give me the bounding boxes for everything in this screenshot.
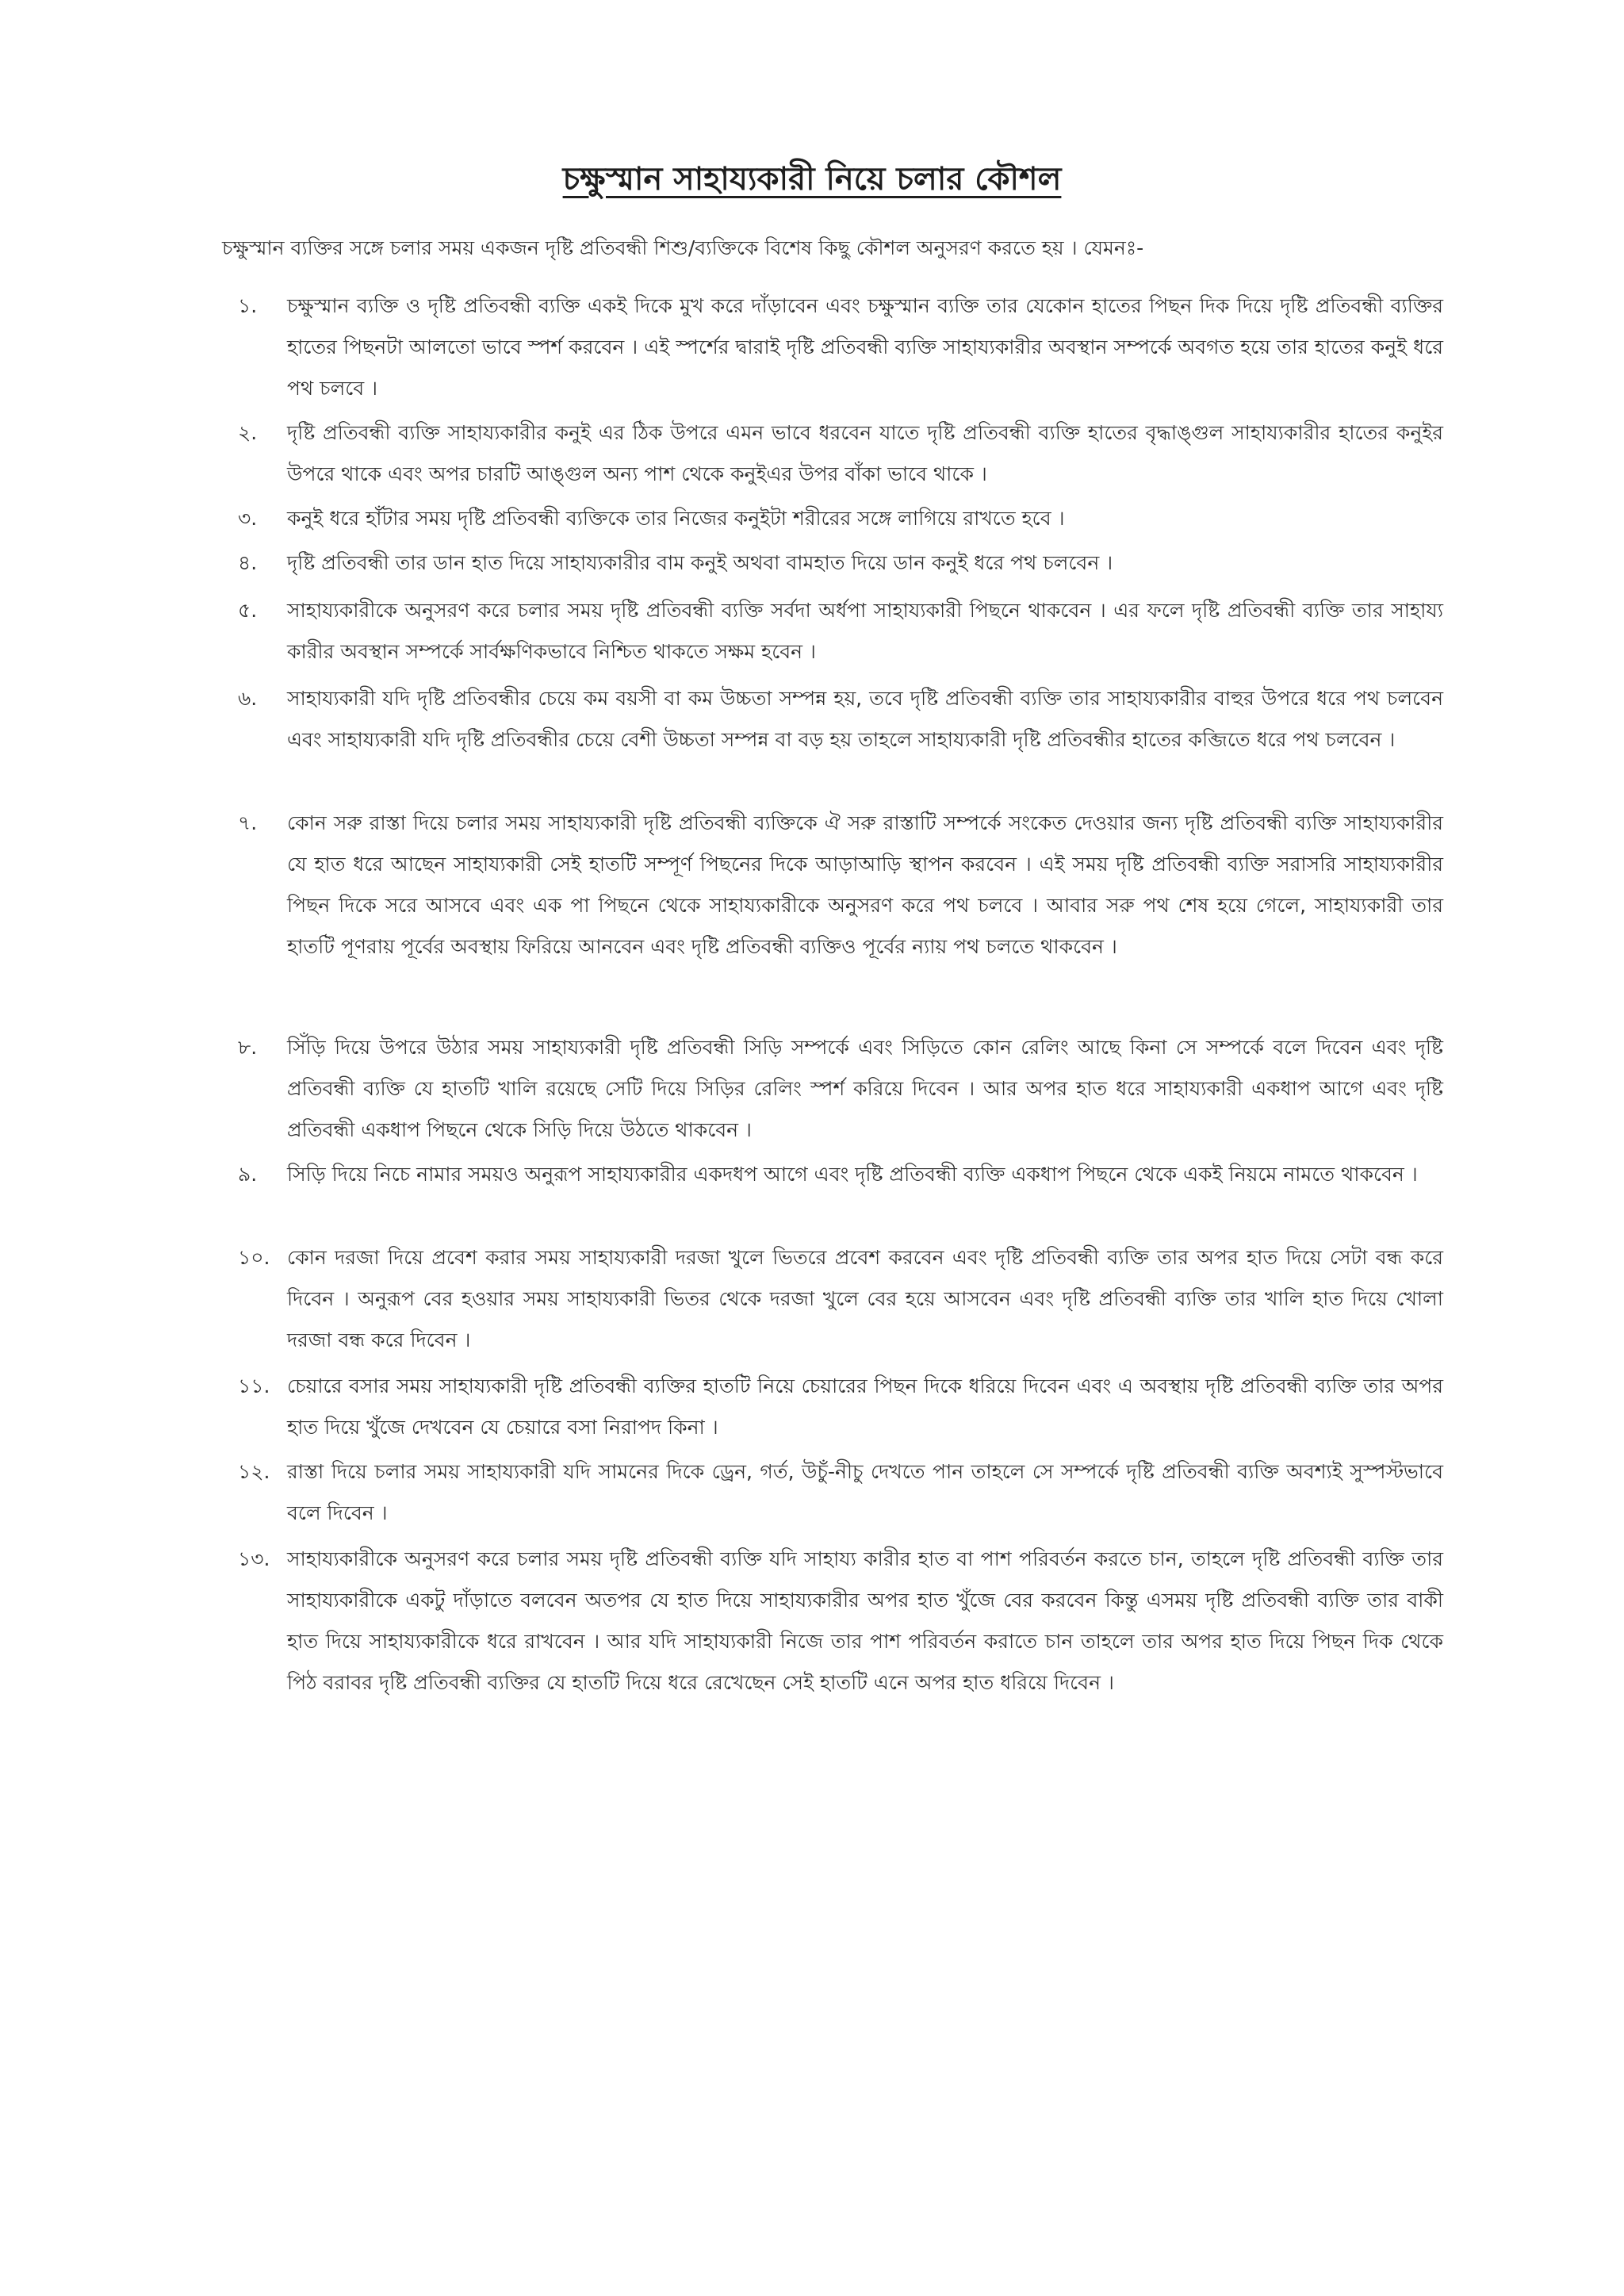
list-item-number: ৭. — [238, 811, 258, 834]
list-item-text: দৃষ্টি প্রতিবন্ধী তার ডান হাত দিয়ে সাহায্যকারীর বাম কনুই অথবা বামহাত দিয়ে ডান কনুই ধরে পথ চলবেন । — [287, 551, 1113, 574]
list-item-text: সাহায্যকারী যদি দৃষ্টি প্রতিবন্ধীর চেয়ে কম বয়সী বা কম উচ্চতা সম্পন্ন হয়, তবে দৃষ্টি প্রতিবন্ধী ব্যক্তি তার সাহায্যকারীর বাহুর উপরে ধরে পথ চলবেন এবং সাহায্যকারী যদি দৃষ্টি প্রতিবন্ধীর চেয়ে বেশী উচ্চতা সম্পন্ন বা বড় হয় তাহলে সাহায্যকারী দৃষ্টি প্রতিবন্ধীর হাতের কব্জিতে ধরে পথ চলবেন । — [287, 687, 1443, 751]
list-item-number: ৩. — [238, 507, 258, 530]
list-item-text: রাস্তা দিয়ে চলার সময় সাহায্যকারী যদি সামনের দিকে ড্রেন, গর্ত, উচুঁ-নীচু দেখতে পান তাহলে সে সম্পর্কে দৃষ্টি প্রতিবন্ধী ব্যক্তি অবশ্যই সুস্পস্টভাবে বলে দিবেন । — [287, 1460, 1443, 1524]
list-item-text: সাহায্যকারীকে অনুসরণ করে চলার সময় দৃষ্টি প্রতিবন্ধী ব্যক্তি সর্বদা অর্ধপা সাহায্যকারী পিছনে থাকবেন । এর ফলে দৃষ্টি প্রতিবন্ধী ব্যক্তি তার সাহায্য কারীর অবস্থান সম্পর্কে সার্বক্ষণিকভাবে নিশ্চিত থাকতে সক্ষম হবেন । — [287, 599, 1443, 663]
list-item-number: ২. — [238, 421, 258, 444]
list-item-number: ৪. — [238, 551, 258, 574]
list-item-number: ৬. — [238, 687, 258, 710]
list-item-number: ১৩. — [238, 1547, 270, 1570]
list-item-text: সিড়ি দিয়ে নিচে নামার সময়ও অনুরূপ সাহায্যকারীর একদধপ আগে এবং দৃষ্টি প্রতিবন্ধী ব্যক্তি একধাপ পিছনে থেকে একই নিয়মে নামতে থাকবেন । — [287, 1163, 1418, 1186]
list-item-text: দৃষ্টি প্রতিবন্ধী ব্যক্তি সাহায্যকারীর কনুই এর ঠিক উপরে এমন ভাবে ধরবেন যাতে দৃষ্টি প্রতিবন্ধী ব্যক্তি হাতের বৃদ্ধাঙ্গুল সাহায্যকারীর হাতের কনুইর উপরে থাকে এবং অপর চারটি আঙ্গুল অন্য পাশ থেকে কনুইএর উপর বাঁকা ভাবে থাকে । — [287, 421, 1443, 485]
list-item-text: কনুই ধরে হাঁটার সময় দৃষ্টি প্রতিবন্ধী ব্যক্তিকে তার নিজের কনুইটা শরীরের সঙ্গে লাগিয়ে রাখতে হবে । — [287, 507, 1065, 530]
list-item-number: ১২. — [238, 1460, 270, 1483]
list-item-number: ১১. — [238, 1374, 270, 1397]
list-item — [238, 1237, 1443, 1361]
list-item — [238, 542, 1443, 584]
list-item — [238, 412, 1443, 495]
intro-paragraph: চক্ষুস্মান ব্যক্তির সঙ্গে চলার সময় একজন দৃষ্টি প্রতিবন্ধী শিশু/ব্যক্তিকে বিশেষ কিছু কৌশল অনুসরণ করতে হয় । যেমনঃ- — [222, 236, 1144, 259]
list-item — [238, 1539, 1443, 1704]
list-item-number: ১. — [238, 294, 258, 317]
list-item — [238, 678, 1443, 761]
list-item-text: কোন সরু রাস্তা দিয়ে চলার সময় সাহায্যকারী দৃষ্টি প্রতিবন্ধী ব্যক্তিকে ঐ সরু রাস্তাটি সম্পর্কে সংকেত দেওয়ার জন্য দৃষ্টি প্রতিবন্ধী ব্যক্তি সাহায্যকারীর যে হাত ধরে আছেন সাহায্যকারী সেই হাতটি সম্পূর্ণ পিছনের দিকে আড়াআড়ি স্থাপন করবেন । এই সময় দৃষ্টি প্রতিবন্ধী ব্যক্তি সরাসরি সাহায্যকারীর পিছন দিকে সরে আসবে এবং এক পা পিছনে থেকে সাহায্যকারীকে অনুসরণ করে পথ চলবে । আবার সরু পথ শেষ হয়ে গেলে, সাহায্যকারী তার হাতটি পূণরায় পূর্বের অবস্থায় ফিরিয়ে আনবেন এবং দৃষ্টি প্রতিবন্ধী ব্যক্তিও পূর্বের ন্যায় পথ চলতে থাকবেন । — [287, 811, 1443, 958]
list-item-number: ৮. — [238, 1036, 258, 1059]
list-item-number: ৯. — [238, 1163, 258, 1186]
list-item — [238, 1027, 1443, 1151]
list-item — [238, 1366, 1443, 1448]
page-title — [0, 155, 1624, 203]
list-item-number: ৫. — [238, 599, 258, 622]
list-item-number: ১০. — [238, 1246, 270, 1269]
list-item — [238, 1154, 1443, 1195]
list-item-text: সাহায্যকারীকে অনুসরণ করে চলার সময় দৃষ্টি প্রতিবন্ধী ব্যক্তি যদি সাহায্য কারীর হাত বা পাশ পরিবর্তন করতে চান, তাহলে দৃষ্টি প্রতিবন্ধী ব্যক্তি তার সাহায্যকারীকে একটু দাঁড়াতে বলবেন অতপর যে হাত দিয়ে সাহায্যকারীর অপর হাত খুঁজে বের করবেন কিন্তু এসময় দৃষ্টি প্রতিবন্ধী ব্যক্তি তার বাকী হাত দিয়ে সাহায্যকারীকে ধরে রাখবেন । আর যদি সাহায্যকারী নিজে তার পাশ পরিবর্তন করাতে চান তাহলে তার অপর হাত দিয়ে পিছন দিক থেকে পিঠ বরাবর দৃষ্টি প্রতিবন্ধী ব্যক্তির যে হাতটি দিয়ে ধরে রেখেছেন সেই হাতটি এনে অপর হাত ধরিয়ে দিবেন । — [287, 1547, 1443, 1694]
list-item-text: চক্ষুস্মান ব্যক্তি ও দৃষ্টি প্রতিবন্ধী ব্যক্তি একই দিকে মুখ করে দাঁড়াবেন এবং চক্ষুস্মান ব্যক্তি তার যেকোন হাতের পিছন দিক দিয়ে দৃষ্টি প্রতিবন্ধী ব্যক্তির হাতের পিছনটা আলতো ভাবে স্পর্শ করবেন । এই স্পর্শের দ্বারাই দৃষ্টি প্রতিবন্ধী ব্যক্তি সাহায্যকারীর অবস্থান সম্পর্কে অবগত হয়ে তার হাতের কনুই ধরে পথ চলবে । — [287, 294, 1443, 400]
list-item-text: সিঁড়ি দিয়ে উপরে উঠার সময় সাহায্যকারী দৃষ্টি প্রতিবন্ধী সিড়ি সম্পর্কে এবং সিড়িতে কোন রেলিং আছে কিনা সে সম্পর্কে বলে দিবেন এবং দৃষ্টি প্রতিবন্ধী ব্যক্তি যে হাতটি খালি রয়েছে সেটি দিয়ে সিড়ির রেলিং স্পর্শ করিয়ে দিবেন । আর অপর হাত ধরে সাহায্যকারী একধাপ আগে এবং দৃষ্টি প্রতিবন্ধী একধাপ পিছনে থেকে সিড়ি দিয়ে উঠতে থাকবেন । — [287, 1036, 1443, 1141]
list-item — [238, 286, 1443, 409]
list-item — [238, 1451, 1443, 1534]
list-item-text: কোন দরজা দিয়ে প্রবেশ করার সময় সাহায্যকারী দরজা খুলে ভিতরে প্রবেশ করবেন এবং দৃষ্টি প্রতিবন্ধী ব্যক্তি তার অপর হাত দিয়ে সেটা বন্ধ করে দিবেন । অনুরূপ বের হওয়ার সময় সাহায্যকারী ভিতর থেকে দরজা খুলে বের হয়ে আসবেন এবং দৃষ্টি প্রতিবন্ধী ব্যক্তি তার খালি হাত দিয়ে খোলা দরজা বন্ধ করে দিবেন । — [287, 1246, 1443, 1351]
list-item — [238, 590, 1443, 673]
list-item-text: চেয়ারে বসার সময় সাহায্যকারী দৃষ্টি প্রতিবন্ধী ব্যক্তির হাতটি নিয়ে চেয়ারের পিছন দিকে ধরিয়ে দিবেন এবং এ অবস্থায় দৃষ্টি প্রতিবন্ধী ব্যক্তি তার অপর হাত দিয়ে খুঁজে দেখবেন যে চেয়ারে বসা নিরাপদ কিনা । — [287, 1374, 1443, 1439]
list-item — [238, 803, 1443, 968]
page-title-text: চক্ষুস্মান সাহায্যকারী নিয়ে চলার কৌশল — [562, 161, 1062, 197]
list-item — [238, 498, 1443, 539]
